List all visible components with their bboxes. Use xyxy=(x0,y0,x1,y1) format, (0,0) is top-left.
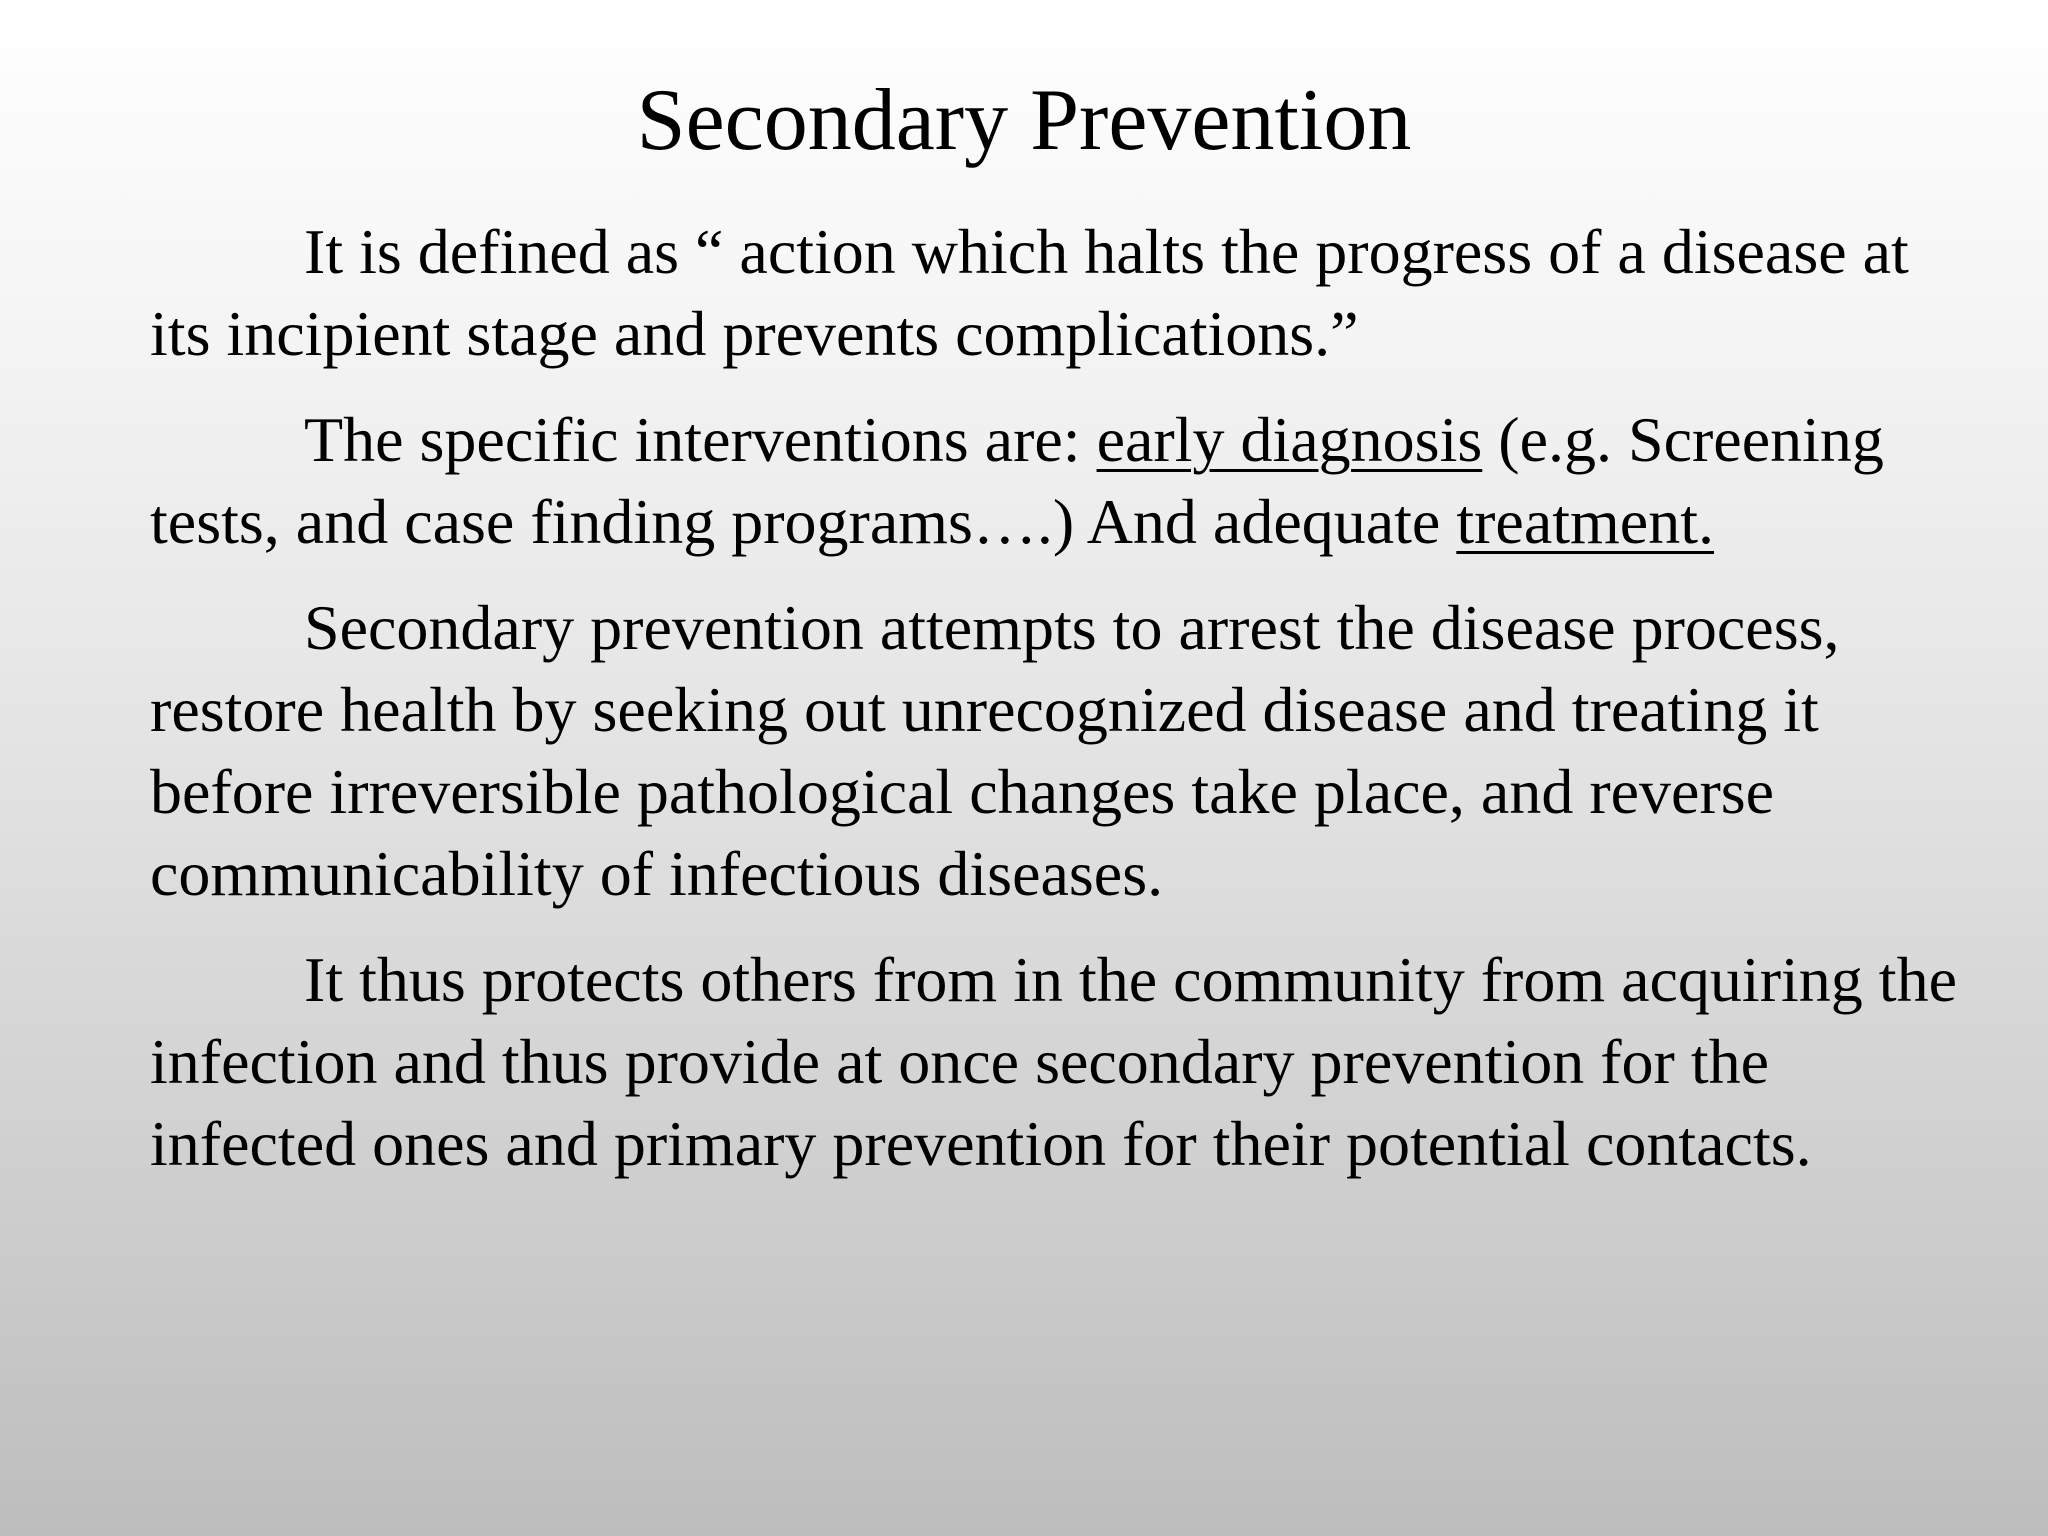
paragraph-community-protection: It thus protects others from in the community from acquiring the infection and thus provide at once secondary prevention for the infected ones and primary prevention for their potential contacts. xyxy=(150,944,1957,1179)
interventions-lead-text: The specific interventions are: xyxy=(304,404,1097,475)
interventions-middle-text: (e.g. Screening tests, and case finding programs….) And adequate xyxy=(150,404,1884,557)
paragraph-definition: It is defined as “ action which halts the progress of a disease at its incipient stage and prevents complications.” xyxy=(150,216,1909,369)
treatment-term: treatment. xyxy=(1456,486,1714,557)
early-diagnosis-term: early diagnosis xyxy=(1096,404,1483,475)
slide-title: Secondary Prevention xyxy=(636,72,1412,169)
paragraph-interventions xyxy=(150,399,1960,563)
slide-body xyxy=(150,211,1960,1185)
paragraph-secondary-prevention: Secondary prevention attempts to arrest the disease process, restore health by seeking out unrecognized disease and treating it before irreversible pathological changes take place, and reverse communicability of infectious diseases. xyxy=(150,592,1840,909)
